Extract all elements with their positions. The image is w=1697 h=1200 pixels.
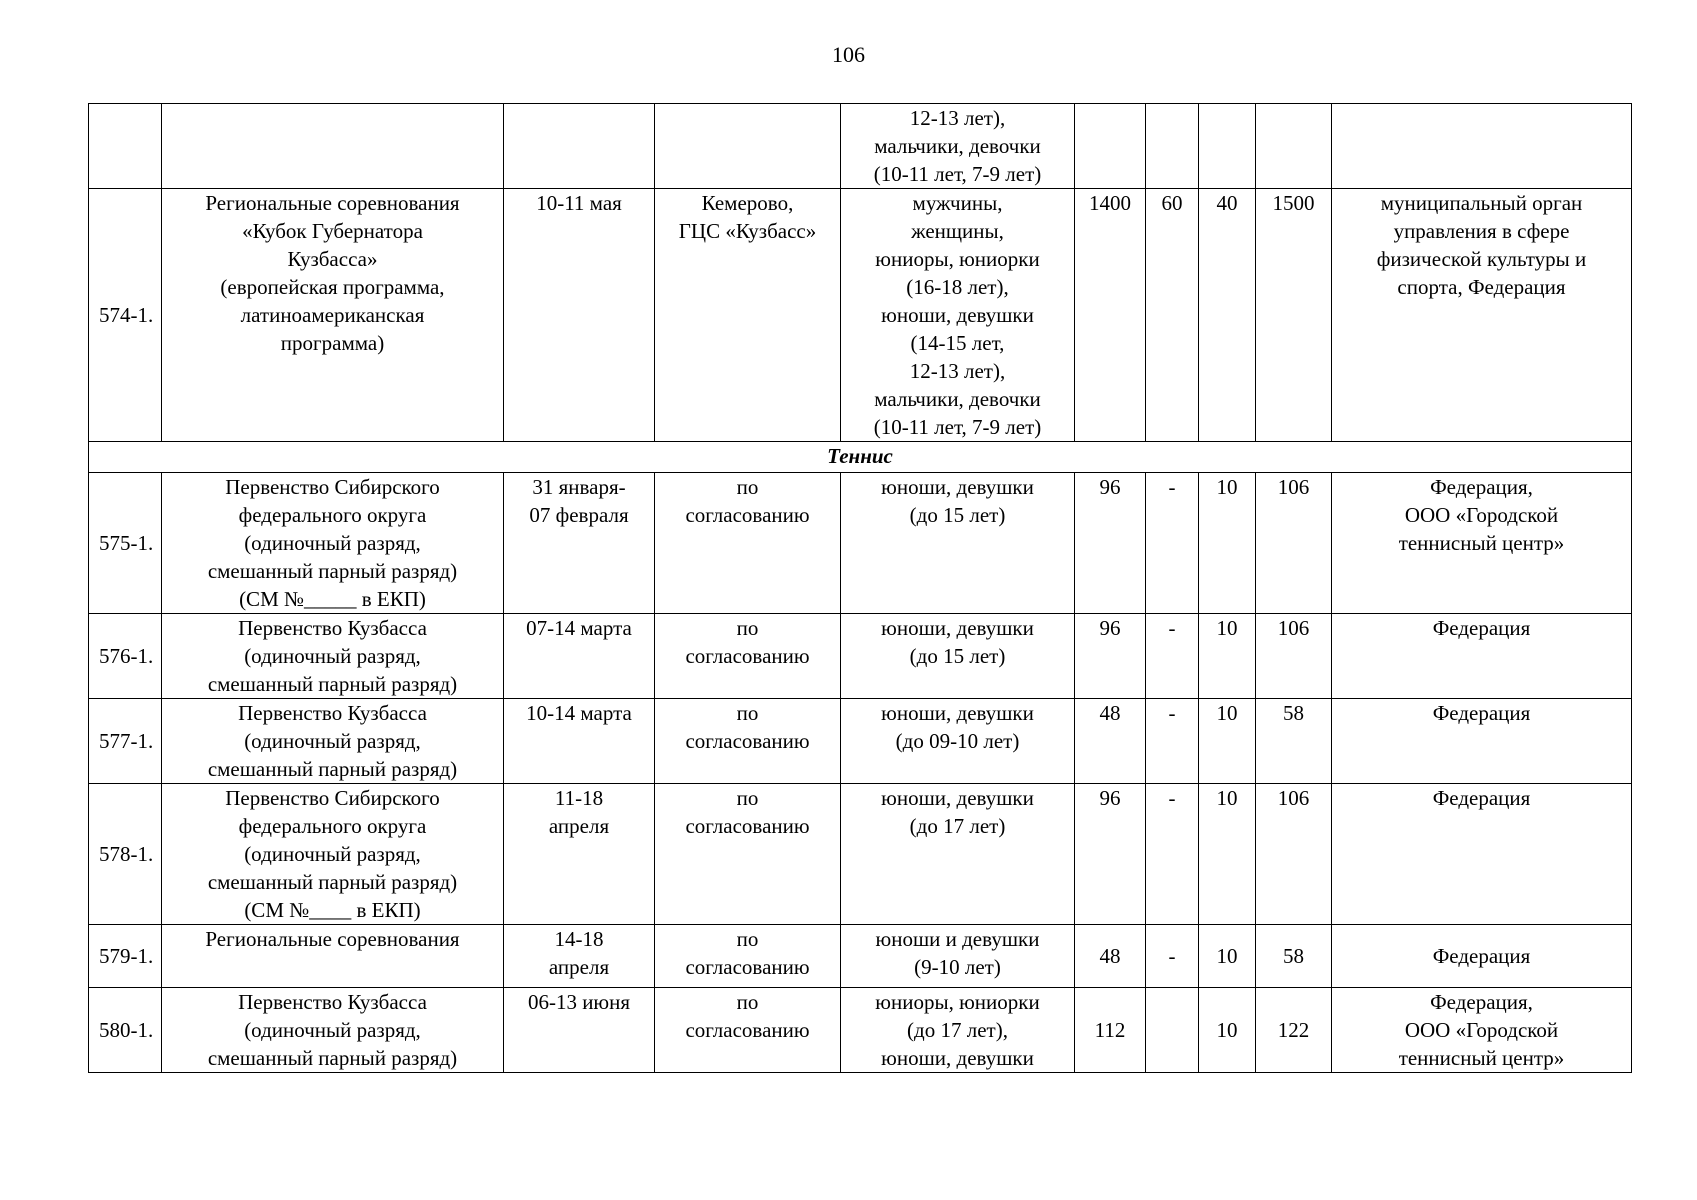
count-judges: 10: [1199, 699, 1256, 784]
event-name: [162, 784, 504, 925]
text-line: ООО «Городской: [1404, 1018, 1559, 1042]
text-line: Федерация,: [1430, 990, 1533, 1014]
text-line: 31 января-: [532, 475, 626, 499]
cell-athletes: [1075, 104, 1146, 189]
text-line: Федерация: [1432, 701, 1531, 725]
text-line: 10-11 мая: [536, 191, 622, 215]
count-trainers: -: [1146, 614, 1199, 699]
organizer: [1332, 784, 1632, 925]
text-line: (СМ №_____ в ЕКП): [239, 587, 426, 611]
text-line: юноши, девушки: [881, 616, 1034, 640]
participants: [841, 925, 1075, 988]
event-name: [162, 614, 504, 699]
text-line: (СМ №____ в ЕКП): [244, 898, 421, 922]
text-line: Региональные соревнования: [205, 927, 460, 951]
event-place: [655, 699, 841, 784]
page-number: 106: [832, 42, 865, 67]
section-title: Теннис: [89, 442, 1632, 473]
text-line: Первенство Кузбасса: [238, 701, 427, 725]
table-row: [89, 473, 1632, 614]
cell-total: [1256, 104, 1332, 189]
text-line: смешанный парный разряд): [207, 870, 458, 894]
text-line: согласованию: [685, 503, 810, 527]
text-line: мужчины,: [912, 191, 1003, 215]
event-dates: [504, 925, 655, 988]
count-judges: 10: [1199, 925, 1256, 988]
row-number: 577-1.: [89, 699, 162, 784]
text-line: юноши, девушки: [881, 303, 1034, 327]
text-line: 07 февраля: [529, 503, 629, 527]
table-row: [89, 189, 1632, 442]
text-line: по: [736, 927, 759, 951]
text-line: (9-10 лет): [914, 955, 1001, 979]
text-line: Первенство Кузбасса: [238, 990, 427, 1014]
text-line: спорта, Федерация: [1397, 275, 1566, 299]
participants: [841, 189, 1075, 442]
text-line: Федерация,: [1430, 475, 1533, 499]
event-place: [655, 473, 841, 614]
count-total: 106: [1256, 784, 1332, 925]
cell-name: [162, 104, 504, 189]
events-table: [88, 103, 1632, 1073]
count-total: 58: [1256, 699, 1332, 784]
text-line: управления в сфере: [1393, 219, 1570, 243]
text-line: согласованию: [685, 814, 810, 838]
continuation-row: [89, 104, 1632, 189]
text-line: (одиночный разряд,: [244, 729, 421, 753]
count-total: 58: [1256, 925, 1332, 988]
text-line: латиноамериканская: [240, 303, 425, 327]
text-line: Кузбасса»: [287, 247, 378, 271]
organizer: [1332, 614, 1632, 699]
organizer: [1332, 699, 1632, 784]
count-trainers: -: [1146, 699, 1199, 784]
text-line: теннисный центр»: [1398, 531, 1565, 555]
organizer: [1332, 925, 1632, 988]
count-total: 122: [1256, 988, 1332, 1073]
text-line: смешанный парный разряд): [207, 757, 458, 781]
text-line: Федерация: [1432, 786, 1531, 810]
event-place: [655, 189, 841, 442]
text-line: Кемерово,: [701, 191, 794, 215]
participants: [841, 988, 1075, 1073]
event-place: [655, 925, 841, 988]
row-number: 578-1.: [89, 784, 162, 925]
count-athletes: 1400: [1075, 189, 1146, 442]
text-line: согласованию: [685, 955, 810, 979]
count-judges: 10: [1199, 784, 1256, 925]
count-trainers: -: [1146, 925, 1199, 988]
count-athletes: 48: [1075, 925, 1146, 988]
row-number: 574-1.: [89, 189, 162, 442]
text-line: (до 09-10 лет): [895, 729, 1020, 753]
text-line: юниоры, юниорки: [875, 247, 1040, 271]
text-line: (до 17 лет): [909, 814, 1006, 838]
table-row: [89, 784, 1632, 925]
organizer: [1332, 473, 1632, 614]
table-row: [89, 699, 1632, 784]
text-line: ООО «Городской: [1404, 503, 1559, 527]
text-line: (одиночный разряд,: [244, 531, 421, 555]
count-athletes: 112: [1075, 988, 1146, 1073]
event-dates: [504, 473, 655, 614]
text-line: мальчики, девочки: [874, 387, 1041, 411]
text-line: юноши и девушки: [875, 927, 1040, 951]
participants: [841, 699, 1075, 784]
text-line: Первенство Кузбасса: [238, 616, 427, 640]
count-judges: 40: [1199, 189, 1256, 442]
row-number: 580-1.: [89, 988, 162, 1073]
text-line: Региональные соревнования: [205, 191, 460, 215]
text-line: (14-15 лет,: [910, 331, 1005, 355]
text-line: (до 17 лет),: [907, 1018, 1008, 1042]
event-name: [162, 925, 504, 988]
event-name: [162, 473, 504, 614]
text-line: федерального округа: [238, 503, 427, 527]
count-trainers: [1146, 988, 1199, 1073]
event-dates: [504, 614, 655, 699]
text-line: по: [736, 786, 759, 810]
text-line: (одиночный разряд,: [244, 1018, 421, 1042]
text-line: мальчики, девочки: [874, 134, 1041, 158]
count-trainers: -: [1146, 473, 1199, 614]
count-athletes: 96: [1075, 614, 1146, 699]
section-header-row: [89, 442, 1632, 473]
text-line: смешанный парный разряд): [207, 672, 458, 696]
text-line: (10-11 лет, 7-9 лет): [873, 162, 1042, 186]
text-line: юноши, девушки: [881, 786, 1034, 810]
event-dates: [504, 784, 655, 925]
text-line: согласованию: [685, 644, 810, 668]
cell-participants: [841, 104, 1075, 189]
participants: [841, 784, 1075, 925]
cell-organizer: [1332, 104, 1632, 189]
count-judges: 10: [1199, 614, 1256, 699]
text-line: 12-13 лет),: [909, 359, 1006, 383]
text-line: (одиночный разряд,: [244, 644, 421, 668]
text-line: юноши, девушки: [881, 1046, 1034, 1070]
text-line: ГЦС «Кузбасс»: [678, 219, 817, 243]
text-line: 07-14 марта: [526, 616, 632, 640]
text-line: теннисный центр»: [1398, 1046, 1565, 1070]
text-line: 14-18: [554, 927, 604, 951]
table-row: [89, 614, 1632, 699]
text-line: Федерация: [1432, 616, 1531, 640]
text-line: Федерация: [1432, 944, 1531, 968]
organizer: [1332, 988, 1632, 1073]
text-line: (одиночный разряд,: [244, 842, 421, 866]
text-line: «Кубок Губернатора: [242, 219, 423, 243]
organizer: [1332, 189, 1632, 442]
text-line: смешанный парный разряд): [207, 1046, 458, 1070]
cell-number: [89, 104, 162, 189]
count-total: 106: [1256, 473, 1332, 614]
text-line: юноши, девушки: [881, 475, 1034, 499]
text-line: согласованию: [685, 1018, 810, 1042]
text-line: (до 15 лет): [909, 644, 1006, 668]
event-name: [162, 699, 504, 784]
event-name: [162, 189, 504, 442]
table-row: [89, 988, 1632, 1073]
cell-trainers: [1146, 104, 1199, 189]
count-total: 106: [1256, 614, 1332, 699]
text-line: (европейская программа,: [220, 275, 445, 299]
text-line: Первенство Сибирского: [225, 786, 440, 810]
text-line: 06-13 июня: [527, 990, 631, 1014]
count-athletes: 96: [1075, 784, 1146, 925]
event-place: [655, 614, 841, 699]
text-line: (10-11 лет, 7-9 лет): [873, 415, 1042, 439]
text-line: апреля: [548, 955, 610, 979]
text-line: по: [736, 475, 759, 499]
text-line: по: [736, 990, 759, 1014]
count-judges: 10: [1199, 473, 1256, 614]
event-dates: [504, 988, 655, 1073]
text-line: федерального округа: [238, 814, 427, 838]
participants: [841, 473, 1075, 614]
event-name: [162, 988, 504, 1073]
text-line: согласованию: [685, 729, 810, 753]
count-trainers: 60: [1146, 189, 1199, 442]
text-line: по: [736, 701, 759, 725]
count-athletes: 96: [1075, 473, 1146, 614]
text-line: 10-14 марта: [526, 701, 632, 725]
text-line: женщины,: [911, 219, 1004, 243]
text-line: юноши, девушки: [881, 701, 1034, 725]
cell-place: [655, 104, 841, 189]
table-body: [89, 104, 1632, 1073]
text-line: юниоры, юниорки: [875, 990, 1040, 1014]
event-dates: [504, 189, 655, 442]
text-line: муниципальный орган: [1380, 191, 1583, 215]
cell-judges: [1199, 104, 1256, 189]
text-line: Первенство Сибирского: [225, 475, 440, 499]
text-line: (до 15 лет): [909, 503, 1006, 527]
text-line: программа): [280, 331, 385, 355]
table-row: [89, 925, 1632, 988]
count-athletes: 48: [1075, 699, 1146, 784]
text-line: апреля: [548, 814, 610, 838]
event-place: [655, 988, 841, 1073]
text-line: 12-13 лет),: [909, 106, 1006, 130]
event-place: [655, 784, 841, 925]
participants: [841, 614, 1075, 699]
text-line: 11-18: [554, 786, 604, 810]
cell-dates: [504, 104, 655, 189]
event-dates: [504, 699, 655, 784]
text-line: по: [736, 616, 759, 640]
text-line: смешанный парный разряд): [207, 559, 458, 583]
count-judges: 10: [1199, 988, 1256, 1073]
count-trainers: -: [1146, 784, 1199, 925]
row-number: 575-1.: [89, 473, 162, 614]
count-total: 1500: [1256, 189, 1332, 442]
row-number: 576-1.: [89, 614, 162, 699]
text-line: (16-18 лет),: [906, 275, 1009, 299]
row-number: 579-1.: [89, 925, 162, 988]
text-line: физической культуры и: [1376, 247, 1587, 271]
